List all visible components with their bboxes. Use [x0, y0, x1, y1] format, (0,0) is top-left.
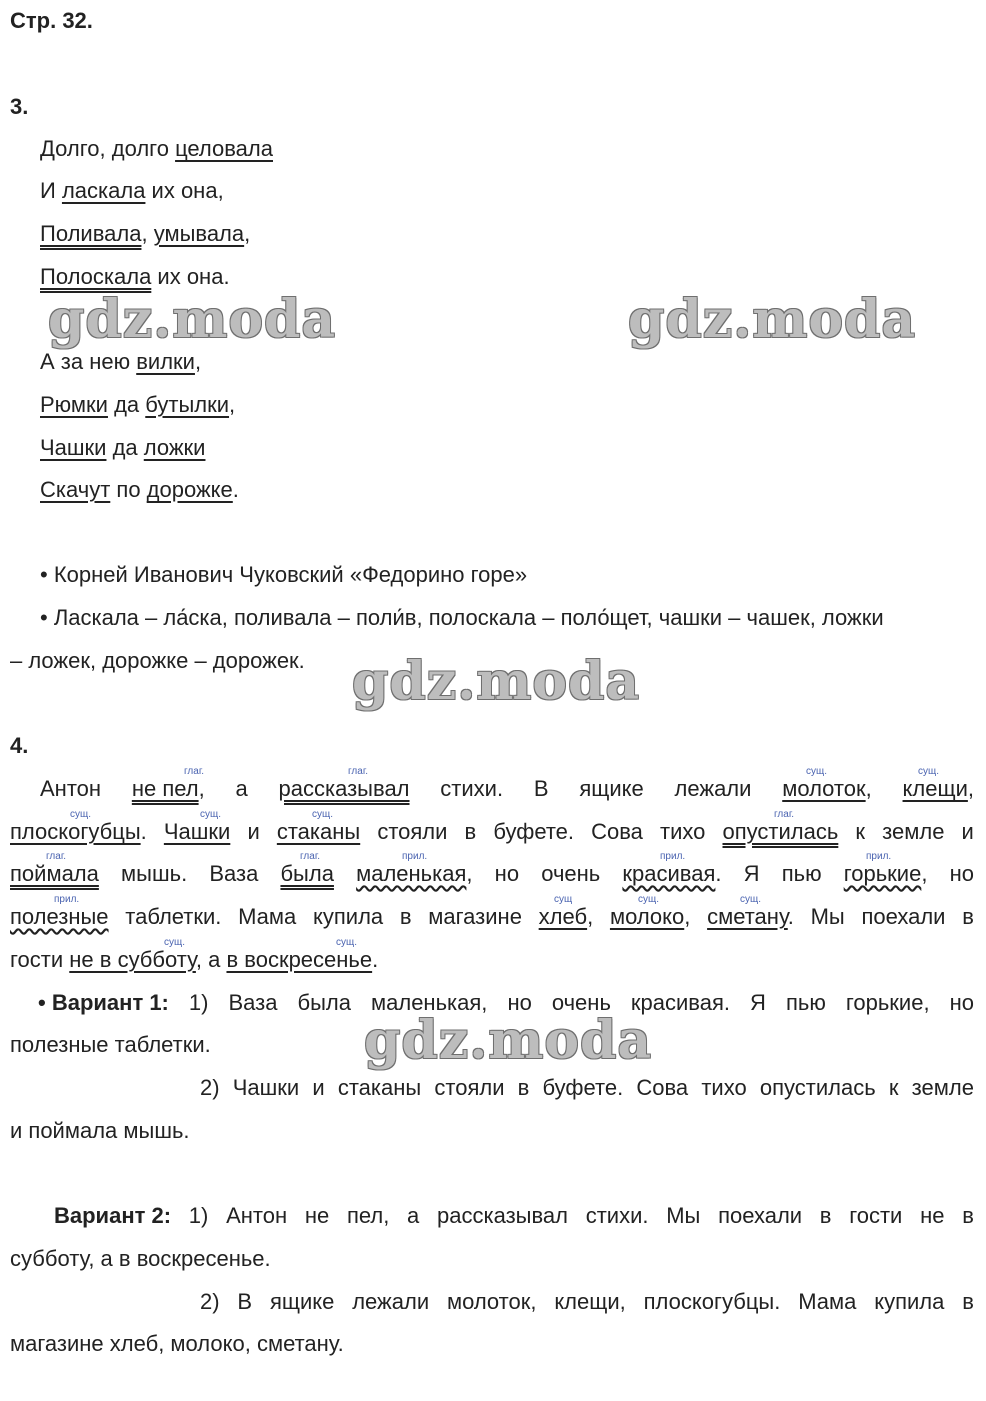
variant-2-line-4: магазине хлеб, молоко, сметану.	[10, 1331, 344, 1356]
page-header: Стр. 32.	[10, 8, 93, 33]
poem-line-3: Поливала, умывала,	[40, 221, 251, 246]
exercise-4-number: 4.	[10, 733, 29, 758]
poem-line-4: Полоскала их она.	[40, 264, 230, 289]
pos-label: сущ.	[200, 809, 222, 820]
pos-label: сущ.	[70, 809, 92, 820]
variant-1-line-3: 2) Чашки и стаканы стояли в буфете. Сова тихо опустилась к земле	[200, 1075, 974, 1100]
pos-label: сущ.	[918, 766, 940, 777]
poem-line-5: А за нею вилки,	[40, 349, 202, 374]
variant-2-line-2: субботу, а в воскресенье.	[10, 1246, 271, 1271]
pos-label: сущ.	[806, 766, 828, 777]
pos-label: глаг.	[184, 766, 205, 777]
poem-author: • Корней Иванович Чуковский «Федорино горе»	[40, 562, 528, 587]
pos-label: глаг.	[300, 851, 321, 862]
pos-label: глаг.	[774, 809, 795, 820]
variant-2-line-1: Вариант 2: 1) Антон не пел, а рассказывал стихи. Мы поехали в гости не в	[54, 1203, 974, 1228]
variant-1-line-2: полезные таблетки.	[10, 1032, 211, 1057]
exercise-3-number: 3.	[10, 94, 29, 119]
poem-line-1: Долго, долго целовала	[40, 136, 273, 161]
variant-2-line-3: 2) В ящике лежали молоток, клещи, плоскогубцы. Мама купила в	[200, 1289, 974, 1314]
variant-1-line-4: и поймала мышь.	[10, 1118, 190, 1143]
ex4-line-1: Антон не пел, а рассказывал стихи. В ящике лежали молоток, клещи,	[40, 776, 974, 801]
watermark: gdz.moda	[628, 289, 917, 350]
pos-label: сущ	[554, 894, 573, 905]
ex4-line-5: гости не в субботу, а в воскресенье.	[10, 947, 379, 972]
word-pairs-line-2: – ложек, дорожке – дорожек.	[10, 648, 305, 673]
word-pairs-line-1: • Ласкала – ла́ска, поливала – поли́в, полоскала – поло́щет, чашки – чашек, ложки	[40, 605, 884, 630]
poem-line-7: Чашки да ложки	[40, 435, 206, 460]
ex4-line-2: плоскогубцы. Чашки и стаканы стояли в буфете. Сова тихо опустилась к земле и	[10, 819, 974, 844]
ex4-line-4: полезные таблетки. Мама купила в магазине хлеб, молоко, сметану. Мы поехали в	[10, 904, 974, 929]
pos-label: прил.	[402, 851, 428, 862]
watermark: gdz.moda	[352, 651, 641, 712]
pos-label: сущ.	[336, 937, 358, 948]
pos-label: сущ.	[740, 894, 762, 905]
pos-label: сущ.	[638, 894, 660, 905]
poem-line-2: И ласкала их она,	[40, 178, 224, 203]
watermark: gdz.moda	[48, 289, 337, 350]
pos-label: сущ.	[164, 937, 186, 948]
watermark: gdz.moda	[364, 1010, 653, 1071]
ex4-line-3: поймала мышь. Ваза была маленькая, но очень красивая. Я пью горькие, но	[10, 861, 974, 886]
pos-label: глаг.	[348, 766, 369, 777]
poem-line-6: Рюмки да бутылки,	[40, 392, 236, 417]
pos-label: прил.	[54, 894, 80, 905]
poem-line-8: Скачут по дорожке.	[40, 477, 239, 502]
pos-label: глаг.	[46, 851, 67, 862]
variant-1-line-1: • Вариант 1: 1) Ваза была маленькая, но очень красивая. Я пью горькие, но	[38, 990, 974, 1015]
pos-label: прил.	[866, 851, 892, 862]
pos-label: прил.	[660, 851, 686, 862]
pos-label: сущ.	[312, 809, 334, 820]
